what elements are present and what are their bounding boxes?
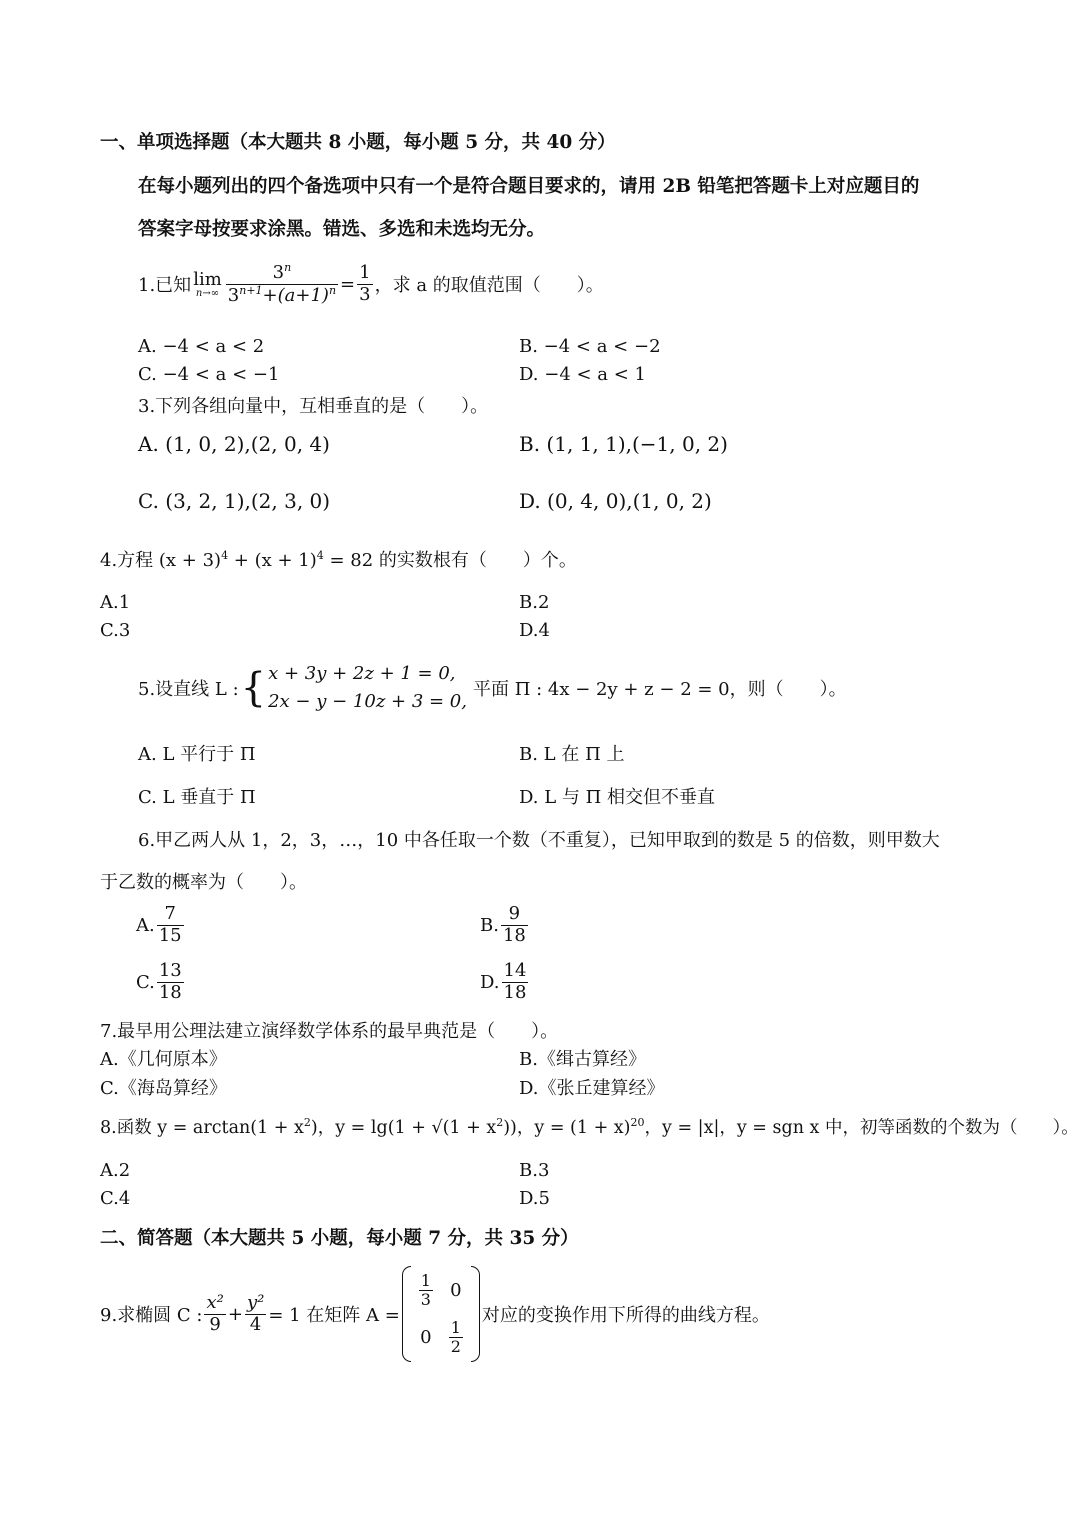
- q9-matrix-left-paren: [402, 1266, 411, 1362]
- q1-rhs-fraction: [357, 263, 372, 305]
- q1-rhs-den: 3: [359, 283, 371, 305]
- q6-option-d-den: 18: [503, 981, 527, 1003]
- q5-prefix: 5.设直线 L :: [138, 679, 239, 700]
- q1-num: 3: [272, 262, 285, 283]
- q6-option-c-num: 13: [158, 960, 182, 981]
- q6-option-d[interactable]: [480, 961, 530, 1003]
- q1-option-b[interactable]: B. −4 < a < −2: [519, 336, 661, 357]
- q6-option-a-num: 7: [157, 904, 184, 926]
- q4-sup2: 4: [316, 549, 324, 562]
- q7-stem: 7.最早用公理法建立演绎数学体系的最早典范是（ ）。: [100, 1021, 559, 1042]
- q4-sup1: 4: [221, 549, 229, 562]
- q4-option-c[interactable]: C.3: [100, 620, 131, 641]
- section1-instruction-line1: 在每小题列出的四个备选项中只有一个是符合题目要求的，请用 2B 铅笔把答题卡上对应题目的: [138, 176, 920, 197]
- q3-option-a[interactable]: A. (1, 0, 2),(2, 0, 4): [138, 432, 330, 456]
- q5-eq1: x + 3y + 2z + 1 = 0,: [268, 663, 456, 684]
- q5-option-b[interactable]: B. L 在 Π 上: [519, 744, 625, 765]
- q9-m21: 0: [420, 1327, 432, 1348]
- q9-m22-num: 1: [450, 1317, 461, 1337]
- question-1: [138, 262, 604, 306]
- q6-option-c-den: 18: [158, 981, 182, 1003]
- q9-f1-num: x²: [206, 1291, 224, 1313]
- q6-option-b-num: 9: [501, 904, 528, 926]
- q9-m22-den: 2: [450, 1337, 461, 1356]
- q1-rhs-num: 1: [359, 262, 371, 283]
- q1-main-fraction: [226, 262, 338, 306]
- q6-option-a-den: 15: [158, 924, 182, 946]
- q9-matrix-right-paren: [471, 1266, 480, 1362]
- q1-option-c[interactable]: C. −4 < a < −1: [138, 364, 280, 385]
- q8-sup-c: 20: [630, 1116, 645, 1130]
- q1-limit: [193, 269, 222, 299]
- q1-suffix: ，求 a 的取值范围（ ）。: [374, 275, 604, 297]
- q6-option-a-label: A.: [136, 914, 155, 936]
- q3-option-c[interactable]: C. (3, 2, 1),(2, 3, 0): [138, 489, 331, 513]
- q9-suffix: 对应的变换作用下所得的曲线方程。: [481, 1305, 770, 1326]
- question-9: [100, 1266, 770, 1362]
- q9-plus: +: [227, 1303, 243, 1325]
- question-5: [138, 660, 847, 716]
- q5-eq2: 2x − y − 10z + 3 = 0,: [268, 691, 467, 712]
- q5-system: [268, 660, 467, 716]
- q1-den-b: +(a+1): [262, 284, 329, 306]
- q4-option-d[interactable]: D.4: [519, 620, 550, 641]
- q3-option-b[interactable]: B. (1, 1, 1),(−1, 0, 2): [519, 432, 728, 456]
- q5-suffix: 平面 Π : 4x − 2y + z − 2 = 0，则（ ）。: [472, 679, 847, 700]
- q9-matrix: [402, 1266, 480, 1362]
- q4-stem: [100, 546, 577, 572]
- q4-option-a[interactable]: A.1: [100, 592, 131, 613]
- q7-option-b[interactable]: B.《缉古算经》: [519, 1049, 646, 1070]
- q8-sup-a: 2: [303, 1116, 311, 1130]
- q1-den-a-sup: n+1: [239, 283, 263, 297]
- q4-stem-a: 4.方程 (x + 3): [100, 550, 222, 571]
- q1-lim-text: lim: [193, 269, 222, 291]
- q8-stem-d: ，y = |x|，y = sgn x 中，初等函数的个数为（ ）。: [644, 1118, 1079, 1138]
- q1-den-a: 3: [227, 284, 240, 306]
- q9-f2-num: y²: [246, 1291, 265, 1313]
- q8-stem-a: 8.函数 y = arctan(1 + x: [100, 1118, 304, 1138]
- q3-stem: 3.下列各组向量中，互相垂直的是（ ）。: [138, 396, 489, 417]
- q6-option-a[interactable]: [136, 904, 186, 946]
- q6-option-b-den: 18: [502, 924, 526, 946]
- q9-prefix: 9.求椭圆 C :: [100, 1305, 203, 1326]
- section2-heading: 二、简答题（本大题共 5 小题，每小题 7 分，共 35 分）: [100, 1228, 579, 1249]
- q9-m11-num: 1: [420, 1270, 431, 1290]
- q6-option-d-label: D.: [480, 971, 500, 993]
- q8-stem-b: )，y = lg(1 + √(1 + x: [310, 1118, 497, 1138]
- q5-option-a[interactable]: A. L 平行于 Π: [138, 744, 256, 765]
- q4-stem-c: = 82 的实数根有（ ）个。: [323, 550, 577, 571]
- q1-option-a[interactable]: A. −4 < a < 2: [138, 336, 265, 357]
- q8-stem: [100, 1114, 1079, 1139]
- q7-option-c[interactable]: C.《海岛算经》: [100, 1078, 227, 1099]
- q8-option-c[interactable]: C.4: [100, 1188, 131, 1209]
- q1-prefix: 1.已知: [138, 275, 192, 297]
- q8-option-d[interactable]: D.5: [519, 1188, 550, 1209]
- q4-stem-b: + (x + 1): [228, 550, 317, 571]
- q1-lim-sub: n→∞: [195, 288, 220, 300]
- q4-option-b[interactable]: B.2: [519, 592, 550, 613]
- q6-option-c[interactable]: [136, 961, 186, 1003]
- q3-option-d[interactable]: D. (0, 4, 0),(1, 0, 2): [519, 489, 712, 513]
- q6-option-c-label: C.: [136, 971, 155, 993]
- q8-option-a[interactable]: A.2: [100, 1160, 131, 1181]
- section1-heading: 一、单项选择题（本大题共 8 小题，每小题 5 分，共 40 分）: [100, 132, 616, 153]
- q1-num-sup: n: [284, 261, 292, 274]
- q5-option-d[interactable]: D. L 与 Π 相交但不垂直: [519, 787, 716, 808]
- q8-sup-b: 2: [496, 1116, 504, 1130]
- q8-stem-c: ))，y = (1 + x): [503, 1118, 631, 1138]
- q9-m11-den: 3: [420, 1290, 431, 1309]
- q6-line1: 6.甲乙两人从 1，2，3，…，10 中各任取一个数（不重复），已知甲取到的数是 5 的倍数，则甲数大: [138, 830, 940, 851]
- q9-m12: 0: [450, 1280, 462, 1301]
- q9-f1-den: 9: [209, 1313, 221, 1335]
- q9-mid: = 1 在矩阵 A =: [268, 1305, 400, 1326]
- q1-equals: =: [340, 273, 356, 295]
- q6-option-d-num: 14: [503, 960, 527, 981]
- section1-instruction-line2: 答案字母按要求涂黑。错选、多选和未选均无分。: [138, 219, 546, 240]
- q1-option-d[interactable]: D. −4 < a < 1: [519, 364, 647, 385]
- q1-den-b-sup: n: [328, 283, 337, 297]
- q6-line2: 于乙数的概率为（ ）。: [100, 872, 307, 893]
- q8-option-b[interactable]: B.3: [519, 1160, 550, 1181]
- q9-f2-den: 4: [249, 1313, 262, 1335]
- q6-option-b[interactable]: [480, 904, 530, 946]
- q7-option-a[interactable]: A.《几何原本》: [100, 1049, 227, 1070]
- q5-brace: {: [240, 665, 267, 711]
- q5-option-c[interactable]: C. L 垂直于 Π: [138, 787, 256, 808]
- q6-option-b-label: B.: [480, 914, 499, 936]
- q7-option-d[interactable]: D.《张丘建算经》: [519, 1078, 665, 1099]
